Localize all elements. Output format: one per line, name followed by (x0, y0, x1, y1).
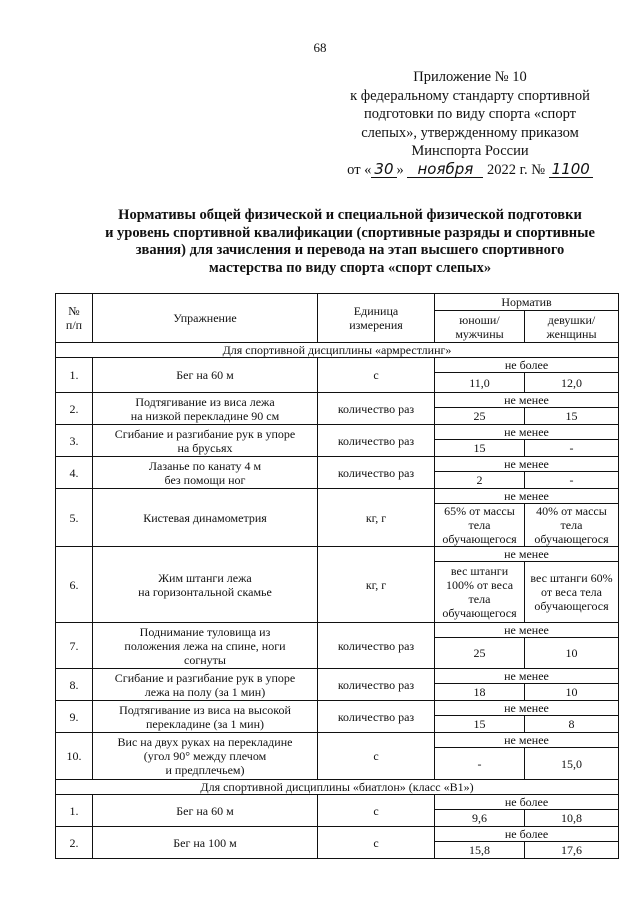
girls-value-line: 10,8 (561, 811, 582, 825)
row-condition: не менее (435, 701, 619, 716)
order-date-line (330, 161, 610, 180)
table-row (56, 623, 619, 638)
table-row (56, 358, 619, 373)
date-prefix: от « (347, 161, 372, 178)
header-girls (525, 311, 619, 343)
exercise-line: без помощи ног (164, 472, 246, 487)
header-num-line: п/п (65, 318, 83, 332)
row-number: 3. (56, 425, 93, 457)
header-row (56, 294, 619, 311)
girls-value (525, 810, 619, 827)
girls-value (525, 716, 619, 733)
boys-value (435, 716, 525, 733)
boys-value-line: 25 (473, 646, 486, 660)
header-num (56, 294, 93, 343)
table-row (56, 733, 619, 748)
table-row (56, 827, 619, 842)
appendix-line: к федеральному стандарту спортивной (350, 87, 590, 104)
boys-value (435, 472, 525, 489)
row-exercise (93, 733, 318, 780)
order-number: 1100 (549, 162, 593, 178)
boys-value (435, 842, 525, 859)
boys-value-line: тела (468, 518, 491, 532)
row-exercise (93, 623, 318, 669)
boys-value (435, 638, 525, 669)
exercise-line: Сгибание и разгибание рук в упоре (114, 670, 296, 685)
row-number: 10. (56, 733, 93, 780)
row-number: 7. (56, 623, 93, 669)
row-exercise (93, 827, 318, 859)
row-exercise (93, 795, 318, 827)
section-title: Для спортивной дисциплины «биатлон» (класс «В1») (56, 780, 619, 795)
row-unit: количество раз (318, 425, 435, 457)
boys-value-line: обучающегося (442, 532, 517, 546)
row-exercise (93, 701, 318, 733)
girls-value-line: обучающегося (534, 532, 609, 546)
row-exercise (93, 425, 318, 457)
title-line: и уровень спортивной квалификации (спортивные разряды и спортивные (105, 224, 595, 241)
section-row (56, 343, 619, 358)
table-row (56, 701, 619, 716)
girls-value (525, 562, 619, 623)
boys-value-line: вес штанги (450, 564, 509, 578)
exercise-line: на брусьях (177, 440, 233, 455)
boys-value (435, 810, 525, 827)
title-line: мастерства по виду спорта «спорт слепых» (208, 259, 492, 276)
row-condition: не менее (435, 733, 619, 748)
exercise-line: на низкой перекладине 90 см (130, 408, 280, 423)
row-unit: с (318, 827, 435, 859)
header-boys-line: мужчины (455, 326, 504, 341)
row-number: 9. (56, 701, 93, 733)
girls-value-line: вес штанги 60% (530, 571, 613, 585)
row-unit: количество раз (318, 669, 435, 701)
boys-value (435, 373, 525, 393)
header-normative: Норматив (435, 294, 619, 311)
row-number: 1. (56, 358, 93, 393)
girls-value-line: тела (560, 518, 583, 532)
row-exercise (93, 457, 318, 489)
girls-value-line: 10 (565, 646, 578, 660)
table-row (56, 795, 619, 810)
row-condition: не более (435, 827, 619, 842)
girls-value (525, 504, 619, 547)
appendix-line: слепых», утвержденному приказом (361, 124, 579, 141)
title-line: звания) для зачисления и перевода на этап высшего спортивного (135, 242, 565, 258)
boys-value-line: 2 (476, 473, 483, 487)
exercise-line: Бег на 60 м (176, 368, 234, 382)
header-girls-line: девушки/ (547, 312, 596, 327)
girls-value (525, 472, 619, 489)
boys-value (435, 562, 525, 623)
table-row (56, 393, 619, 408)
row-exercise (93, 547, 318, 623)
row-unit: количество раз (318, 701, 435, 733)
row-number: 4. (56, 457, 93, 489)
table-row (56, 669, 619, 684)
exercise-line: Подтягивание из виса лежа (135, 394, 275, 409)
girls-value (525, 440, 619, 457)
boys-value-line: 15 (473, 441, 486, 455)
order-day: 30 (371, 162, 396, 178)
normatives-table (55, 293, 619, 859)
row-exercise (93, 489, 318, 547)
appendix-block (330, 68, 610, 179)
exercise-line: лежа на полу (за 1 мин) (144, 684, 266, 699)
boys-value-line: 15 (473, 717, 486, 731)
row-unit: кг, г (318, 547, 435, 623)
header-unit (318, 294, 435, 343)
girls-value (525, 408, 619, 425)
girls-value-line: 15 (565, 409, 578, 423)
document-title (70, 207, 630, 277)
girls-value (525, 684, 619, 701)
exercise-line: Лазанье по канату 4 м (148, 458, 262, 473)
table-row (56, 457, 619, 472)
girls-value (525, 373, 619, 393)
exercise-line: Кистевая динамометрия (143, 510, 267, 525)
row-condition: не менее (435, 547, 619, 562)
boys-value (435, 408, 525, 425)
boys-value-line: 11,0 (469, 375, 490, 390)
exercise-line: Жим штанги лежа (158, 570, 252, 585)
order-month: ноября (407, 162, 483, 178)
girls-value-line: обучающегося (534, 599, 609, 613)
row-condition: не более (435, 358, 619, 373)
row-exercise (93, 669, 318, 701)
header-girls-line: женщины (546, 326, 597, 341)
row-number: 8. (56, 669, 93, 701)
appendix-line: Приложение № 10 (413, 69, 527, 85)
exercise-line: Бег на 100 м (173, 835, 237, 850)
girls-value-line: 40% от массы (536, 504, 607, 518)
header-boys-line: юноши/ (459, 312, 500, 327)
row-unit: количество раз (318, 457, 435, 489)
row-unit: количество раз (318, 393, 435, 425)
row-unit: кг, г (318, 489, 435, 547)
girls-value (525, 638, 619, 669)
exercise-line: Бег на 60 м (176, 803, 234, 818)
table-row (56, 547, 619, 562)
boys-value (435, 440, 525, 457)
exercise-line: Поднимание туловища из (139, 624, 271, 639)
exercise-line: на горизонтальной скамье (138, 584, 272, 599)
boys-value (435, 504, 525, 547)
row-number: 2. (56, 393, 93, 425)
table-row (56, 489, 619, 504)
exercise-line: Подтягивание из виса на высокой (119, 702, 291, 717)
header-unit-line: измерения (349, 318, 403, 332)
appendix-line: подготовки по виду спорта «спорт (364, 106, 576, 122)
row-condition: не менее (435, 393, 619, 408)
normatives-table-body (56, 294, 619, 859)
girls-value (525, 748, 619, 780)
header-unit-line: Единица (353, 304, 399, 318)
boys-value-line: обучающегося (442, 606, 517, 620)
girls-value-line: 8 (568, 717, 575, 731)
boys-value-line: 25 (473, 409, 486, 423)
boys-value (435, 684, 525, 701)
row-condition: не менее (435, 457, 619, 472)
row-condition: не менее (435, 489, 619, 504)
row-condition: не более (435, 795, 619, 810)
exercise-line: Сгибание и разгибание рук в упоре (114, 426, 296, 441)
section-title: Для спортивной дисциплины «армрестлинг» (56, 343, 619, 358)
row-unit: с (318, 733, 435, 780)
boys-value-line: 65% от массы (444, 504, 515, 518)
row-condition: не менее (435, 425, 619, 440)
girls-value-line: - (569, 473, 574, 487)
page-number: 68 (313, 40, 327, 55)
row-number: 1. (56, 795, 93, 827)
row-unit: с (318, 795, 435, 827)
exercise-line: (угол 90° между плечом (143, 749, 267, 763)
header-boys (435, 311, 525, 343)
girls-value (525, 842, 619, 859)
boys-value-line: 9,6 (472, 811, 487, 825)
title-line: Нормативы общей физической и специальной физической подготовки (118, 207, 582, 223)
girls-value-line: 12,0 (561, 375, 582, 390)
row-condition: не менее (435, 669, 619, 684)
table-row (56, 425, 619, 440)
boys-value-line: 18 (473, 685, 486, 699)
row-exercise (93, 393, 318, 425)
exercise-line: положения лежа на спине, ноги (124, 638, 286, 653)
girls-value-line: от веса тела (541, 585, 602, 599)
row-condition: не менее (435, 623, 619, 638)
exercise-line: согнуты (184, 652, 226, 667)
order-year: 2022 г. № (487, 161, 546, 178)
exercise-line: Вис на двух руках на перекладине (117, 735, 293, 749)
date-mid: » (396, 161, 404, 178)
girls-value-line: 17,6 (561, 843, 582, 857)
section-row (56, 780, 619, 795)
boys-value-line: 15,8 (469, 843, 490, 857)
exercise-line: и предплечьем) (165, 763, 245, 777)
boys-value (435, 748, 525, 780)
row-exercise (93, 358, 318, 393)
girls-value-line: - (569, 441, 574, 455)
row-number: 5. (56, 489, 93, 547)
row-number: 6. (56, 547, 93, 623)
boys-value-line: - (477, 756, 482, 771)
exercise-line: перекладине (за 1 мин) (146, 716, 264, 731)
boys-value-line: тела (468, 592, 491, 606)
header-num-line: № (68, 304, 80, 318)
header-exercise: Упражнение (93, 294, 318, 343)
boys-value-line: 100% от веса (445, 578, 514, 592)
row-unit: с (318, 358, 435, 393)
row-number: 2. (56, 827, 93, 859)
girls-value-line: 10 (565, 685, 578, 699)
girls-value-line: 15,0 (561, 756, 582, 771)
row-unit: количество раз (318, 623, 435, 669)
appendix-line: Минспорта России (411, 143, 529, 159)
